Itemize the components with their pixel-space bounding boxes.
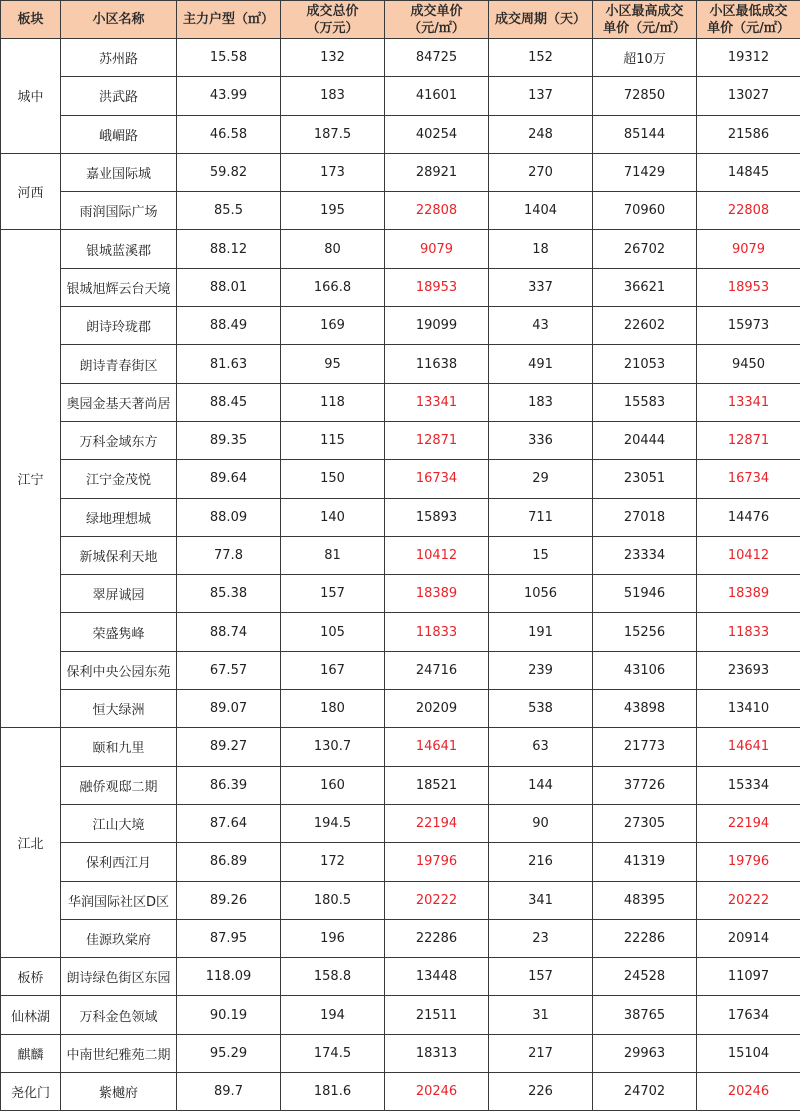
name-cell: 嘉业国际城: [61, 153, 177, 191]
min-price-cell: 13341: [697, 383, 800, 421]
area-cell: 86.89: [177, 843, 281, 881]
table-row: [1, 958, 800, 996]
area-cell: 89.27: [177, 728, 281, 766]
period-cell: 152: [489, 39, 593, 77]
period-cell: 18: [489, 230, 593, 268]
total-price-cell: 167: [281, 651, 385, 689]
period-cell: 43: [489, 307, 593, 345]
unit-price-cell: 18313: [385, 1034, 489, 1072]
district-cell: 河西: [1, 153, 61, 230]
max-price-cell: 23051: [593, 460, 697, 498]
total-price-cell: 172: [281, 843, 385, 881]
area-cell: 46.58: [177, 115, 281, 153]
unit-price-cell: 18521: [385, 766, 489, 804]
total-price-cell: 150: [281, 460, 385, 498]
table-row: [1, 345, 800, 383]
name-cell: 朗诗玲珑郡: [61, 307, 177, 345]
name-cell: 万科金色领域: [61, 996, 177, 1034]
period-cell: 1404: [489, 192, 593, 230]
period-cell: 239: [489, 651, 593, 689]
max-price-cell: 51946: [593, 575, 697, 613]
min-price-cell: 15973: [697, 307, 800, 345]
unit-price-header: 成交单价 （元/㎡）: [385, 1, 489, 39]
period-cell: 491: [489, 345, 593, 383]
period-cell: 144: [489, 766, 593, 804]
unit-price-cell: 11638: [385, 345, 489, 383]
area-cell: 88.09: [177, 498, 281, 536]
min-price-cell: 14641: [697, 728, 800, 766]
max-price-cell: 22286: [593, 919, 697, 957]
total-price-cell: 166.8: [281, 268, 385, 306]
unit-price-cell: 22194: [385, 804, 489, 842]
name-header: 小区名称: [61, 1, 177, 39]
table-row: [1, 766, 800, 804]
table-row: [1, 1034, 800, 1072]
name-cell: 江山大境: [61, 804, 177, 842]
total-price-cell: 105: [281, 613, 385, 651]
table-row: [1, 39, 800, 77]
total-price-cell: 160: [281, 766, 385, 804]
max-price-cell: 22602: [593, 307, 697, 345]
period-cell: 226: [489, 1073, 593, 1111]
max-price-cell: 48395: [593, 881, 697, 919]
min-price-cell: 14476: [697, 498, 800, 536]
unit-price-cell: 16734: [385, 460, 489, 498]
max-price-cell: 24702: [593, 1073, 697, 1111]
min-price-cell: 13410: [697, 690, 800, 728]
area-cell: 85.5: [177, 192, 281, 230]
name-cell: 绿地理想城: [61, 498, 177, 536]
period-cell: 90: [489, 804, 593, 842]
name-cell: 苏州路: [61, 39, 177, 77]
total-price-cell: 80: [281, 230, 385, 268]
max-price-cell: 38765: [593, 996, 697, 1034]
max-price-header: 小区最高成交 单价（元/㎡）: [593, 1, 697, 39]
name-cell: 江宁金茂悦: [61, 460, 177, 498]
period-cell: 23: [489, 919, 593, 957]
total-price-cell: 130.7: [281, 728, 385, 766]
max-price-cell: 72850: [593, 77, 697, 115]
period-header: 成交周期（天）: [489, 1, 593, 39]
area-cell: 95.29: [177, 1034, 281, 1072]
table-row: [1, 1073, 800, 1111]
table-row: [1, 498, 800, 536]
max-price-cell: 15256: [593, 613, 697, 651]
area-cell: 43.99: [177, 77, 281, 115]
district-cell: 仙林湖: [1, 996, 61, 1034]
max-price-cell: 70960: [593, 192, 697, 230]
period-cell: 336: [489, 421, 593, 459]
period-cell: 217: [489, 1034, 593, 1072]
min-price-cell: 20914: [697, 919, 800, 957]
unit-price-cell: 24716: [385, 651, 489, 689]
name-cell: 华润国际社区D区: [61, 881, 177, 919]
table-row: [1, 460, 800, 498]
total-price-cell: 173: [281, 153, 385, 191]
max-price-cell: 85144: [593, 115, 697, 153]
period-cell: 31: [489, 996, 593, 1034]
district-cell: 板桥: [1, 958, 61, 996]
unit-price-cell: 18953: [385, 268, 489, 306]
unit-price-cell: 18389: [385, 575, 489, 613]
max-price-cell: 37726: [593, 766, 697, 804]
name-cell: 朗诗青春街区: [61, 345, 177, 383]
total-price-cell: 174.5: [281, 1034, 385, 1072]
total-price-cell: 180.5: [281, 881, 385, 919]
table-row: [1, 307, 800, 345]
min-price-cell: 9450: [697, 345, 800, 383]
total-price-cell: 157: [281, 575, 385, 613]
period-cell: 538: [489, 690, 593, 728]
min-price-cell: 21586: [697, 115, 800, 153]
table-row: [1, 192, 800, 230]
min-price-cell: 15334: [697, 766, 800, 804]
min-price-cell: 9079: [697, 230, 800, 268]
name-cell: 佳源玖棠府: [61, 919, 177, 957]
total-price-cell: 115: [281, 421, 385, 459]
unit-price-cell: 41601: [385, 77, 489, 115]
max-price-cell: 36621: [593, 268, 697, 306]
name-cell: 紫樾府: [61, 1073, 177, 1111]
period-cell: 157: [489, 958, 593, 996]
total-price-cell: 118: [281, 383, 385, 421]
period-cell: 137: [489, 77, 593, 115]
table-row: [1, 651, 800, 689]
min-price-cell: 12871: [697, 421, 800, 459]
max-price-cell: 27018: [593, 498, 697, 536]
max-price-cell: 20444: [593, 421, 697, 459]
area-cell: 89.26: [177, 881, 281, 919]
table-row: [1, 613, 800, 651]
unit-price-cell: 22808: [385, 192, 489, 230]
unit-price-cell: 9079: [385, 230, 489, 268]
unit-price-cell: 15893: [385, 498, 489, 536]
min-price-cell: 10412: [697, 536, 800, 574]
district-cell: 江北: [1, 728, 61, 958]
period-cell: 216: [489, 843, 593, 881]
max-price-cell: 43898: [593, 690, 697, 728]
area-cell: 89.35: [177, 421, 281, 459]
area-cell: 87.95: [177, 919, 281, 957]
period-cell: 270: [489, 153, 593, 191]
unit-price-cell: 22286: [385, 919, 489, 957]
name-cell: 保利西江月: [61, 843, 177, 881]
max-price-cell: 27305: [593, 804, 697, 842]
max-price-cell: 26702: [593, 230, 697, 268]
total-price-cell: 194.5: [281, 804, 385, 842]
name-cell: 洪武路: [61, 77, 177, 115]
unit-price-cell: 19796: [385, 843, 489, 881]
total-price-cell: 169: [281, 307, 385, 345]
max-price-cell: 43106: [593, 651, 697, 689]
unit-price-cell: 11833: [385, 613, 489, 651]
min-price-cell: 22808: [697, 192, 800, 230]
table-row: [1, 575, 800, 613]
period-cell: 191: [489, 613, 593, 651]
min-price-cell: 22194: [697, 804, 800, 842]
total-price-cell: 140: [281, 498, 385, 536]
period-cell: 1056: [489, 575, 593, 613]
total-price-cell: 158.8: [281, 958, 385, 996]
name-cell: 银城蓝溪郡: [61, 230, 177, 268]
max-price-cell: 21773: [593, 728, 697, 766]
district-cell: 尧化门: [1, 1073, 61, 1111]
table-row: [1, 843, 800, 881]
name-cell: 中南世纪雅苑二期: [61, 1034, 177, 1072]
unit-price-cell: 13448: [385, 958, 489, 996]
total-price-cell: 95: [281, 345, 385, 383]
area-cell: 85.38: [177, 575, 281, 613]
max-price-cell: 71429: [593, 153, 697, 191]
area-cell: 89.64: [177, 460, 281, 498]
name-cell: 融侨观邸二期: [61, 766, 177, 804]
unit-price-cell: 12871: [385, 421, 489, 459]
unit-price-cell: 13341: [385, 383, 489, 421]
min-price-cell: 14845: [697, 153, 800, 191]
period-cell: 15: [489, 536, 593, 574]
period-cell: 183: [489, 383, 593, 421]
area-cell: 86.39: [177, 766, 281, 804]
name-cell: 万科金域东方: [61, 421, 177, 459]
max-price-cell: 21053: [593, 345, 697, 383]
period-cell: 337: [489, 268, 593, 306]
period-cell: 248: [489, 115, 593, 153]
table-row: [1, 804, 800, 842]
total-price-cell: 181.6: [281, 1073, 385, 1111]
total-price-cell: 195: [281, 192, 385, 230]
min-price-cell: 19796: [697, 843, 800, 881]
table-row: [1, 230, 800, 268]
district-cell: 麒麟: [1, 1034, 61, 1072]
table-row: [1, 536, 800, 574]
period-cell: 341: [489, 881, 593, 919]
name-cell: 翠屏诚园: [61, 575, 177, 613]
area-cell: 59.82: [177, 153, 281, 191]
period-cell: 711: [489, 498, 593, 536]
area-cell: 118.09: [177, 958, 281, 996]
min-price-cell: 20246: [697, 1073, 800, 1111]
total-price-header: 成交总价 （万元）: [281, 1, 385, 39]
max-price-cell: 超10万: [593, 39, 697, 77]
area-cell: 67.57: [177, 651, 281, 689]
max-price-cell: 15583: [593, 383, 697, 421]
name-cell: 银城旭辉云台天境: [61, 268, 177, 306]
unit-price-cell: 21511: [385, 996, 489, 1034]
district-cell: 城中: [1, 39, 61, 154]
table-row: [1, 383, 800, 421]
area-cell: 88.12: [177, 230, 281, 268]
district-cell: 江宁: [1, 230, 61, 728]
table-body: [1, 39, 800, 1111]
area-cell: 15.58: [177, 39, 281, 77]
min-price-header: 小区最低成交 单价（元/㎡）: [697, 1, 800, 39]
area-cell: 90.19: [177, 996, 281, 1034]
name-cell: 颐和九里: [61, 728, 177, 766]
table-row: [1, 115, 800, 153]
table-row: [1, 690, 800, 728]
total-price-cell: 183: [281, 77, 385, 115]
table-row: [1, 881, 800, 919]
name-cell: 奥园金基天著尚居: [61, 383, 177, 421]
area-cell: 89.07: [177, 690, 281, 728]
header-row: [1, 1, 800, 39]
unit-price-cell: 20222: [385, 881, 489, 919]
total-price-cell: 187.5: [281, 115, 385, 153]
total-price-cell: 194: [281, 996, 385, 1034]
min-price-cell: 19312: [697, 39, 800, 77]
table-row: [1, 77, 800, 115]
max-price-cell: 41319: [593, 843, 697, 881]
area-cell: 89.7: [177, 1073, 281, 1111]
min-price-cell: 16734: [697, 460, 800, 498]
min-price-cell: 18389: [697, 575, 800, 613]
min-price-cell: 23693: [697, 651, 800, 689]
min-price-cell: 11833: [697, 613, 800, 651]
area-cell: 77.8: [177, 536, 281, 574]
max-price-cell: 24528: [593, 958, 697, 996]
name-cell: 新城保利天地: [61, 536, 177, 574]
table-row: [1, 421, 800, 459]
period-cell: 29: [489, 460, 593, 498]
total-price-cell: 81: [281, 536, 385, 574]
unit-price-cell: 20246: [385, 1073, 489, 1111]
unit-price-cell: 28921: [385, 153, 489, 191]
min-price-cell: 13027: [697, 77, 800, 115]
table-row: [1, 728, 800, 766]
min-price-cell: 17634: [697, 996, 800, 1034]
unit-price-cell: 84725: [385, 39, 489, 77]
unit-price-cell: 40254: [385, 115, 489, 153]
name-cell: 朗诗绿色街区东园: [61, 958, 177, 996]
max-price-cell: 23334: [593, 536, 697, 574]
area-cell: 88.01: [177, 268, 281, 306]
total-price-cell: 196: [281, 919, 385, 957]
unit-price-cell: 20209: [385, 690, 489, 728]
area-cell: 88.45: [177, 383, 281, 421]
max-price-cell: 29963: [593, 1034, 697, 1072]
unit-price-cell: 14641: [385, 728, 489, 766]
min-price-cell: 15104: [697, 1034, 800, 1072]
table-row: [1, 268, 800, 306]
total-price-cell: 132: [281, 39, 385, 77]
name-cell: 保利中央公园东苑: [61, 651, 177, 689]
unit-price-cell: 19099: [385, 307, 489, 345]
name-cell: 荣盛隽峰: [61, 613, 177, 651]
area-cell: 81.63: [177, 345, 281, 383]
table-row: [1, 996, 800, 1034]
area-cell: 88.49: [177, 307, 281, 345]
total-price-cell: 180: [281, 690, 385, 728]
table-row: [1, 919, 800, 957]
area-header: 主力户型（㎡）: [177, 1, 281, 39]
min-price-cell: 11097: [697, 958, 800, 996]
min-price-cell: 20222: [697, 881, 800, 919]
district-header: 板块: [1, 1, 61, 39]
area-cell: 88.74: [177, 613, 281, 651]
name-cell: 雨润国际广场: [61, 192, 177, 230]
period-cell: 63: [489, 728, 593, 766]
table-row: [1, 153, 800, 191]
area-cell: 87.64: [177, 804, 281, 842]
name-cell: 恒大绿洲: [61, 690, 177, 728]
name-cell: 峨嵋路: [61, 115, 177, 153]
min-price-cell: 18953: [697, 268, 800, 306]
unit-price-cell: 10412: [385, 536, 489, 574]
